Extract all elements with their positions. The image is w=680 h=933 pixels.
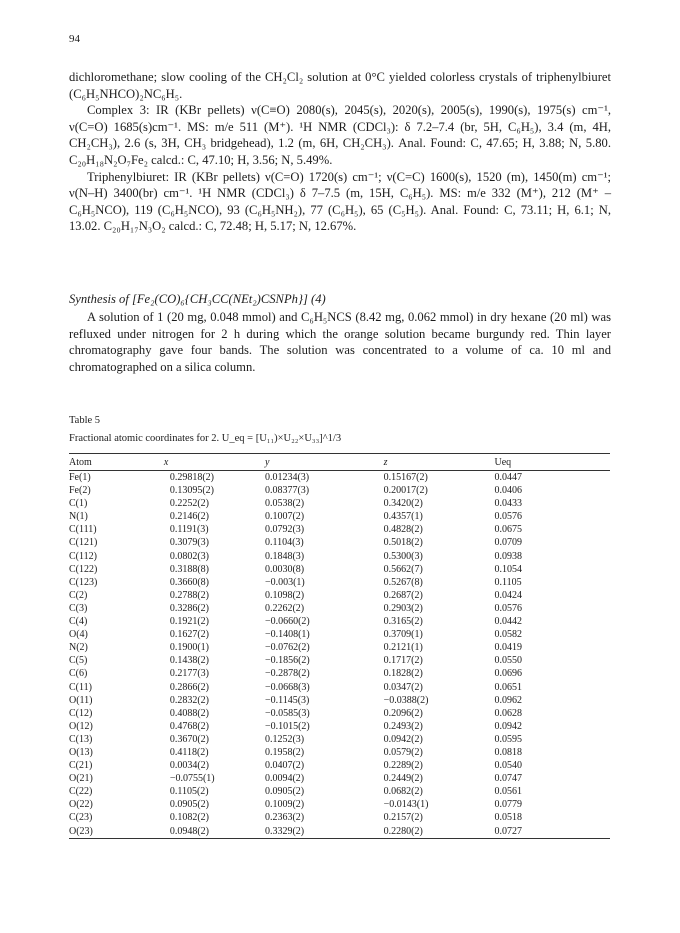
cell-z: 0.2687(2) [383,589,423,601]
cell-ueq: 0.0651 [494,681,522,693]
cell-z: 0.15167(2) [383,472,428,483]
cell-z: −0.0143(1) [383,799,429,811]
cell-ueq: 0.0433 [494,498,522,510]
cell-ueq: 0.0727 [494,825,610,839]
cell-x: 0.3079(3) [169,537,209,549]
paragraph-continuation: dichloromethane; slow cooling of the CH₂Cl₂ solution at 0°C yielded colorless crystals of triphenylbiuret (C₆H₅NHCO)₂NC₆H₅. [69,70,611,101]
cell-z: 0.20017(2) [383,485,428,497]
cell-y: 0.1098(2) [264,589,305,601]
cell-x: 0.0802(3) [169,550,209,562]
cell-y: 0.1104(3) [264,537,304,549]
cell-atom: C(123) [69,576,98,588]
cell-ueq: 0.0942 [494,720,522,732]
cell-x: 0.29818(2) [169,472,214,483]
cell-y: 0.0407(2) [264,760,305,772]
cell-y: −0.1015(2) [264,720,310,732]
table-row [69,759,610,772]
experimental-text [69,69,611,235]
cell-x: 0.3660(8) [169,576,209,588]
cell-y: 0.2363(2) [264,812,305,824]
cell-ueq: 0.0709 [494,537,522,549]
cell-atom: O(12) [69,720,93,732]
cell-z: 0.1717(2) [383,655,423,667]
cell-y: −0.0660(2) [264,616,310,628]
section-body: A solution of 1 (20 mg, 0.048 mmol) and C₆H₅NCS (8.42 mg, 0.062 mmol) in dry hexane (20 ml) was refluxed under nitrogen for 2 h during which the orange solution became burgundy red. Thin layer chromatography gave four bands. The solution was concentrated to a volume of ca. 10 ml and chromatographed on a silica column. [69,310,611,374]
cell-x: 0.1105(2) [169,786,209,798]
cell-atom: O(13) [69,746,93,758]
cell-x: 0.13095(2) [169,485,214,497]
cell-atom: O(11) [69,694,93,706]
cell-x: 0.1627(2) [169,629,209,641]
cell-y: 0.01234(3) [264,472,310,483]
cell-y: −0.003(1) [264,576,305,588]
cell-z: 0.0579(2) [383,746,423,758]
cell-z: 0.5300(3) [383,550,423,562]
cell-y: 0.0538(2) [264,498,305,510]
table-row [69,576,610,589]
table-row [69,484,610,497]
cell-ueq: 0.0818 [494,746,522,758]
table-row [69,602,610,615]
cell-y: 0.0792(3) [264,524,305,536]
table-row [69,471,610,485]
cell-atom: N(1) [69,511,88,523]
cell-z: 0.4357(1) [383,511,423,523]
cell-y: 0.3329(2) [265,825,384,839]
cell-ueq: 0.0747 [494,773,522,785]
cell-z: 0.1828(2) [383,668,423,680]
table-row [69,707,610,720]
cell-x: 0.2146(2) [169,511,209,523]
table-row [69,523,610,536]
cell-y: 0.1007(2) [264,511,305,523]
cell-ueq: 0.1054 [494,563,522,575]
section-heading: Synthesis of [Fe₂(CO)₆{CH₃CC(NEt₂)CSNPh}] (4) [69,292,326,306]
cell-ueq: 0.0576 [494,511,522,523]
cell-y: 0.0905(2) [264,786,305,798]
cell-y: 0.1009(2) [264,799,305,811]
table-row [69,746,610,759]
cell-x: 0.2866(2) [169,681,209,693]
cell-y: −0.0668(3) [264,681,310,693]
cell-x: −0.0755(1) [169,773,215,785]
cell-x: 0.4118(2) [169,746,209,758]
cell-ueq: 0.0561 [494,786,522,798]
cell-ueq: 0.0419 [494,642,522,654]
cell-ueq: 0.0962 [494,694,522,706]
cell-atom: C(111) [69,524,97,536]
table-row [69,720,610,733]
cell-z: 0.5018(2) [383,537,423,549]
table-row [69,510,610,523]
cell-y: 0.0094(2) [264,773,305,785]
cell-ueq: 0.0518 [494,812,522,824]
cell-atom: C(121) [69,537,98,549]
cell-x: 0.4768(2) [169,720,209,732]
table-header-row [69,454,610,471]
table-body [69,471,610,839]
table-row [69,497,610,510]
cell-z: 0.2121(1) [383,642,423,654]
cell-x: 0.2788(2) [169,589,209,601]
table-row [69,798,610,811]
cell-atom: C(21) [69,760,93,772]
cell-atom: C(23) [69,812,93,824]
table-row [69,654,610,667]
cell-x: 0.3188(8) [169,563,209,575]
table-row [69,785,610,798]
cell-ueq: 0.0628 [494,707,522,719]
cell-ueq: 0.0696 [494,668,522,680]
cell-atom: C(112) [69,550,97,562]
cell-z: 0.5662(7) [383,563,423,575]
table-row [69,536,610,549]
cell-x: 0.1900(1) [169,642,209,654]
cell-x: 0.0948(2) [164,825,265,839]
cell-x: 0.3286(2) [169,602,209,614]
header-atom: Atom [69,454,164,471]
cell-ueq: 0.0938 [494,550,522,562]
cell-x: 0.1191(3) [169,524,209,536]
cell-z: 0.3165(2) [383,616,423,628]
cell-x: 0.0905(2) [169,799,209,811]
cell-ueq: 0.0442 [494,616,522,628]
cell-atom: O(21) [69,773,93,785]
header-y: y [265,454,384,471]
cell-atom: O(4) [69,629,88,641]
page-number: 94 [69,33,80,45]
table-row [69,641,610,654]
paragraph-complex-3: Complex 3: IR (KBr pellets) ν(C≡O) 2080(s), 2045(s), 2020(s), 2005(s), 1990(s), 1975(s) cm⁻¹, ν(C=O) 1685(s)cm⁻¹. MS: m/e 511 (M⁺). ¹H NMR (CDCl₃): δ 7.2–7.4 (br, 5H, C₆H₅), 3.4 (m, 4H, CH₂CH₃), 2.6 (s, 3H, CH₃ bridgehead), 1.2 (m, 6H, CH₂CH₃). Anal. Found: C, 47.65; H, 3.88; N, 5.80. C₂₀H₁₈N₂O₇Fe₂ calcd.: C, 47.10; H, 3.56; N, 5.49%. [69,103,611,167]
header-z: z [384,454,495,471]
cell-x: 0.4088(2) [169,707,209,719]
cell-y: −0.1408(1) [264,629,310,641]
table-row [69,563,610,576]
cell-x: 0.2832(2) [169,694,209,706]
table-row [69,615,610,628]
cell-ueq: 0.0595 [494,733,522,745]
cell-z: −0.0388(2) [383,694,429,706]
cell-x: 0.1082(2) [169,812,209,824]
cell-x: 0.3670(2) [169,733,209,745]
table-row [69,628,610,641]
cell-atom: C(5) [69,655,88,667]
table-row [69,681,610,694]
header-x: x [164,454,265,471]
cell-z: 0.0682(2) [383,786,423,798]
cell-atom: C(12) [69,707,93,719]
table-row [69,694,610,707]
cell-atom: O(23) [69,825,164,839]
table-row [69,667,610,680]
cell-y: 0.1958(2) [264,746,305,758]
cell-ueq: 0.0675 [494,524,522,536]
cell-atom: C(2) [69,589,88,601]
cell-y: −0.0762(2) [264,642,310,654]
cell-ueq: 0.0779 [494,799,522,811]
cell-z: 0.2280(2) [384,825,495,839]
cell-z: 0.2449(2) [383,773,423,785]
cell-atom: C(1) [69,498,88,510]
cell-z: 0.3709(1) [383,629,423,641]
cell-atom: C(6) [69,668,88,680]
cell-ueq: 0.0576 [494,602,522,614]
cell-ueq: 0.0424 [494,589,522,601]
table-label: Table 5 [69,415,101,426]
cell-atom: Fe(1) [69,472,91,483]
cell-atom: C(22) [69,786,93,798]
cell-z: 0.2493(2) [383,720,423,732]
table-caption: Fractional atomic coordinates for 2. U_eq = [U₁₁)×U₂₂×U₃₃]^1/3 [69,433,342,444]
cell-y: 0.08377(3) [264,485,310,497]
cell-z: 0.0942(2) [383,733,423,745]
cell-atom: N(2) [69,642,88,654]
cell-atom: C(13) [69,733,93,745]
table-row [69,589,610,602]
cell-z: 0.2157(2) [383,812,423,824]
table-row [69,811,610,824]
cell-y: −0.2878(2) [264,668,310,680]
cell-x: 0.2177(3) [169,668,209,680]
cell-x: 0.0034(2) [169,760,209,772]
table-row [69,733,610,746]
cell-y: 0.1252(3) [264,733,305,745]
cell-x: 0.2252(2) [169,498,209,510]
cell-z: 0.5267(8) [383,576,423,588]
cell-ueq: 0.0582 [494,629,522,641]
cell-ueq: 0.0447 [494,472,522,483]
cell-z: 0.2289(2) [383,760,423,772]
cell-y: 0.1848(3) [264,550,305,562]
cell-atom: O(22) [69,799,93,811]
cell-x: 0.1921(2) [169,616,209,628]
cell-x: 0.1438(2) [169,655,209,667]
cell-ueq: 0.0540 [494,760,522,772]
cell-atom: C(122) [69,563,98,575]
cell-y: −0.1856(2) [264,655,310,667]
cell-y: −0.1145(3) [264,694,310,706]
cell-z: 0.0347(2) [383,681,423,693]
table-row [69,550,610,563]
cell-atom: Fe(2) [69,485,91,497]
header-ueq: Ueq [494,454,610,471]
table-row [69,772,610,785]
cell-y: 0.0030(8) [264,563,305,575]
cell-atom: C(4) [69,616,88,628]
table-row [69,825,610,839]
cell-ueq: 0.1105 [494,576,522,588]
paragraph-triphenylbiuret: Triphenylbiuret: IR (KBr pellets) ν(C=O) 1720(s) cm⁻¹; ν(C=C) 1600(s), 1520 (m), 1450(m) cm⁻¹; ν(N–H) 3400(br) cm⁻¹. ¹H NMR (CDCl₃) δ 7–7.5 (m, 15H, C₆H₅). MS: m/e 332 (M⁺), 212 (M⁺ – C₆H₅NCO), 119 (C₆H₅NCO), 93 (C₆H₅NH₂), 77 (C₆H₅), 65 (C₅H₅). Anal. Found: C, 73.11; H, 6.1; N, 13.02. C₂₀H₁₇N₃O₂ calcd.: C, 72.48; H, 5.17; N, 12.67%. [69,169,611,234]
cell-z: 0.4828(2) [383,524,423,536]
cell-y: 0.2262(2) [264,602,305,614]
cell-y: −0.0585(3) [264,707,310,719]
cell-ueq: 0.0550 [494,655,522,667]
cell-atom: C(11) [69,681,92,693]
coordinates-table [69,453,610,839]
cell-atom: C(3) [69,602,88,614]
cell-ueq: 0.0406 [494,485,522,497]
cell-z: 0.3420(2) [383,498,423,510]
cell-z: 0.2096(2) [383,707,423,719]
cell-z: 0.2903(2) [383,602,423,614]
